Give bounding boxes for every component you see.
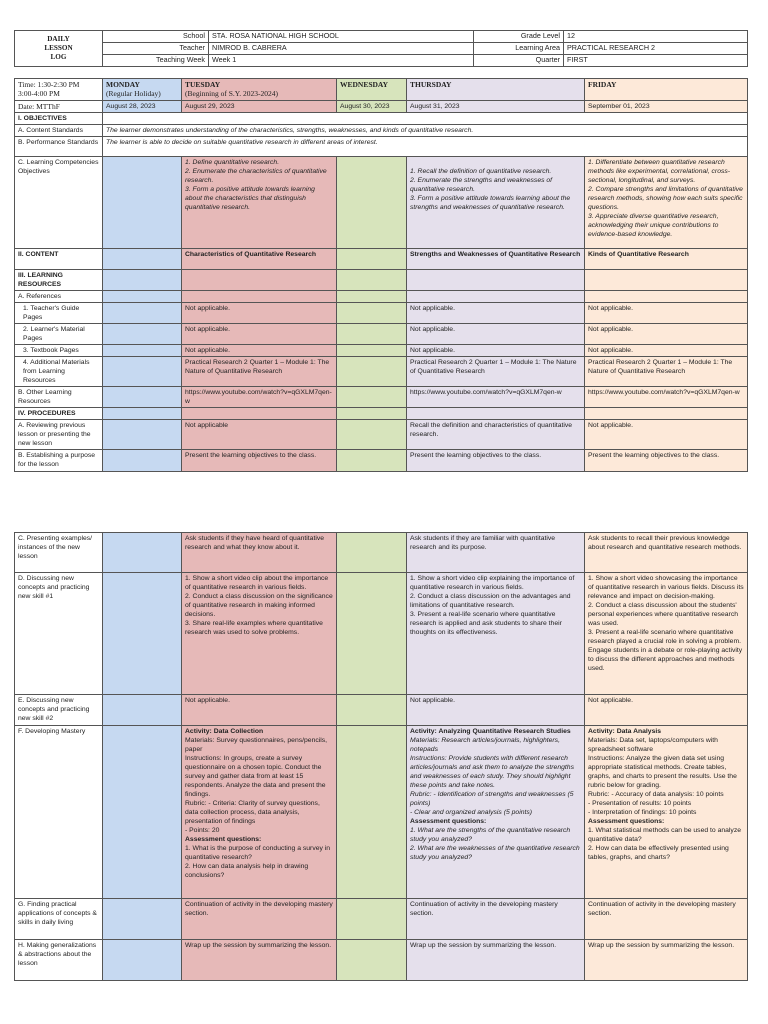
procedures-heading: IV. PROCEDURES [15, 408, 103, 420]
proc-a-thursday: Recall the definition and characteristics of quantitative research. [407, 420, 585, 450]
proc-e-tuesday: Not applicable. [182, 695, 337, 726]
competencies-thursday: 1. Recall the definition of quantitative research. 2. Enumerate the strengths and weaknesses of quantitative research. 3. Form a positive attitude towards learning about the strengths and weaknesses of quantitative research. [407, 157, 585, 249]
teacher-value: NIMROD B. CABRERA [209, 43, 474, 55]
references-label: A. References [15, 291, 103, 303]
proc-d-label: D. Discussing new concepts and practicing new skill #1 [15, 573, 103, 695]
tuesday-header: TUESDAY (Beginning of S.Y. 2023-2024) [182, 79, 337, 101]
add-tuesday: Practical Research 2 Quarter 1 – Module 1: The Nature of Quantitative Research [182, 357, 337, 387]
content-heading: II. CONTENT [15, 249, 103, 270]
proc-f-tuesday: Activity: Data Collection Materials: Survey questionnaires, pens/pencils, paper Instructions: In groups, create a survey questionnaire on a chosen topic. Conduct the survey and gather data from at least 15 respondents. Analyze the data and present the findings. Rubric: - Criteria: Clarity of survey questions, data collection process, data analysis, presentation of findings - Points: 20 Assessment questions: 1. What is the purpose of conducting a survey in quantitative research? 2. How can data analysis help in drawing conclusions? [182, 726, 337, 899]
week-label: Teaching Week [103, 55, 209, 67]
add-friday: Practical Research 2 Quarter 1 – Module 1: The Nature of Quantitative Research [585, 357, 748, 387]
proc-c-label: C. Presenting examples/ instances of the new lesson [15, 533, 103, 573]
tb-thursday: Not applicable. [407, 345, 585, 357]
performance-standards-text: The learner is able to decide on suitable quantitative research in different areas of interest. [103, 137, 748, 157]
date-label: Date: MTThF [15, 101, 103, 113]
proc-h-thursday: Wrap up the session by summarizing the lesson. [407, 940, 585, 981]
competencies-label: C. Learning Competencies Objectives [15, 157, 103, 249]
tg-tuesday: Not applicable. [182, 303, 337, 324]
thursday-date: August 31, 2023 [407, 101, 585, 113]
resources-heading: III. LEARNING RESOURCES [15, 270, 103, 291]
add-thursday: Practical Research 2 Quarter 1 – Module 1: The Nature of Quantitative Research [407, 357, 585, 387]
proc-d-thursday: 1. Show a short video clip explaining the importance of quantitative research in various fields. 2. Conduct a class discussion on the advantages and limitations of quantitative research. 3. Present a real-life scenario where quantitative research is applied and ask students to share their thoughts on its effectiveness. [407, 573, 585, 695]
monday-date: August 28, 2023 [103, 101, 182, 113]
proc-c-thursday: Ask students if they are familiar with quantitative research and its purpose. [407, 533, 585, 573]
link-thursday[interactable]: https://www.youtube.com/watch?v=qGXLM7qen-w [407, 387, 585, 408]
school-value: STA. ROSA NATIONAL HIGH SCHOOL [209, 31, 474, 43]
grade-value: 12 [564, 31, 748, 43]
wednesday-date: August 30, 2023 [337, 101, 407, 113]
proc-a-tuesday: Not applicable [182, 420, 337, 450]
proc-e-thursday: Not applicable. [407, 695, 585, 726]
grade-label: Grade Level [474, 31, 564, 43]
proc-c-friday: Ask students to recall their previous knowledge about research and quantitative research methods. [585, 533, 748, 573]
performance-standards-label: B. Performance Standards [15, 137, 103, 157]
area-label: Learning Area [474, 43, 564, 55]
lm-thursday: Not applicable. [407, 324, 585, 345]
wednesday-header: WEDNESDAY [337, 79, 407, 101]
content-friday: Kinds of Quantitative Research [585, 249, 748, 270]
link-friday[interactable]: https://www.youtube.com/watch?v=qGXLM7qen-w [585, 387, 748, 408]
content-tuesday: Characteristics of Quantitative Research [182, 249, 337, 270]
friday-header: FRIDAY [585, 79, 748, 101]
link-tuesday[interactable]: https://www.youtube.com/watch?v=qGXLM7qen-w [182, 387, 337, 408]
content-standards-text: The learner demonstrates understanding of the characteristics, strengths, weaknesses, and kinds of quantitative research. [103, 125, 748, 137]
proc-b-thursday: Present the learning objectives to the class. [407, 450, 585, 472]
proc-h-tuesday: Wrap up the session by summarizing the lesson. [182, 940, 337, 981]
lm-tuesday: Not applicable. [182, 324, 337, 345]
proc-g-thursday: Continuation of activity in the developing mastery section. [407, 899, 585, 940]
proc-g-friday: Continuation of activity in the developing mastery section. [585, 899, 748, 940]
textbook-label: 3. Textbook Pages [15, 345, 103, 357]
friday-date: September 01, 2023 [585, 101, 748, 113]
tuesday-date: August 29, 2023 [182, 101, 337, 113]
thursday-header: THURSDAY [407, 79, 585, 101]
proc-d-friday: 1. Show a short video showcasing the importance of quantitative research in various fields. Discuss its relevance and impact on decision-making. 2. Conduct a class discussion about the students' personal experiences where quantitative research was used. 3. Present a real-life scenario where quantitative research played a crucial role in solving a problem. Engage students in a debate or role-playing activity to discuss the different approaches and methods used. [585, 573, 748, 695]
proc-d-tuesday: 1. Show a short video clip about the importance of quantitative research in various fields. 2. Conduct a class discussion on the significance of quantitative research in making informed decisions. 3. Share real-life examples where quantitative research was used to solve problems. [182, 573, 337, 695]
lm-friday: Not applicable. [585, 324, 748, 345]
lesson-table-page2 [14, 532, 748, 981]
quarter-label: Quarter [474, 55, 564, 67]
proc-e-label: E. Discussing new concepts and practicing new skill #2 [15, 695, 103, 726]
teacher-label: Teacher [103, 43, 209, 55]
tb-friday: Not applicable. [585, 345, 748, 357]
content-thursday: Strengths and Weaknesses of Quantitative Research [407, 249, 585, 270]
proc-b-friday: Present the learning objectives to the class. [585, 450, 748, 472]
lesson-table-page1 [14, 78, 748, 472]
proc-c-tuesday: Ask students if they have heard of quantitative research and what they know about it. [182, 533, 337, 573]
learners-material-label: 2. Learner's Material Pages [15, 324, 103, 345]
proc-h-friday: Wrap up the session by summarizing the lesson. [585, 940, 748, 981]
proc-f-friday: Activity: Data Analysis Materials: Data set, laptops/computers with spreadsheet software Instructions: Analyze the given data set using appropriate statistical methods. Create tables, graphs, and charts to present the results. Use the rubric below for grading. Rubric: - Accuracy of data analysis: 10 points - Presentation of results: 10 points - Interpretation of findings: 10 points Assessment questions: 1. What statistical methods can be used to analyze quantitative data? 2. How can data be effectively presented using tables, graphs, and charts? [585, 726, 748, 899]
tb-tuesday: Not applicable. [182, 345, 337, 357]
proc-e-friday: Not applicable. [585, 695, 748, 726]
proc-b-label: B. Establishing a purpose for the lesson [15, 450, 103, 472]
header-table [14, 30, 748, 67]
content-standards-label: A. Content Standards [15, 125, 103, 137]
tg-thursday: Not applicable. [407, 303, 585, 324]
proc-a-label: A. Reviewing previous lesson or presenting the new lesson [15, 420, 103, 450]
week-value: Week 1 [209, 55, 474, 67]
competencies-friday: 1. Differentiate between quantitative research methods like experimental, correlational, cross-sectional, longitudinal, and surveys. 2. Compare strengths and limitations of quantitative research methods, showing how each suits specific questions. 3. Appreciate diverse quantitative research, acknowledging their unique contributions to evidence-based knowledge. [585, 157, 748, 249]
teachers-guide-label: 1. Teacher's Guide Pages [15, 303, 103, 324]
proc-g-label: G. Finding practical applications of concepts & skills in daily living [15, 899, 103, 940]
additional-materials-label: 4. Additional Materials from Learning Resources [15, 357, 103, 387]
proc-b-tuesday: Present the learning objectives to the class. [182, 450, 337, 472]
dll-title: DAILY LESSON LOG [15, 31, 103, 67]
school-label: School [103, 31, 209, 43]
objectives-heading: I. OBJECTIVES [15, 113, 103, 125]
tg-friday: Not applicable. [585, 303, 748, 324]
proc-f-label: F. Developing Mastery [15, 726, 103, 899]
area-value: PRACTICAL RESEARCH 2 [564, 43, 748, 55]
proc-a-friday: Not applicable. [585, 420, 748, 450]
competencies-tuesday: 1. Define quantitative research. 2. Enumerate the characteristics of quantitative research. 3. Form a positive attitude towards learning about the characteristics that distinguish quantitative research. [182, 157, 337, 249]
proc-g-tuesday: Continuation of activity in the developing mastery section. [182, 899, 337, 940]
proc-f-thursday: Activity: Analyzing Quantitative Research Studies Materials: Research articles/journals, highlighters, notepads Instructions: Provide students with different research articles/journals and ask them to analyze the strengths and weaknesses of each study. They should highlight these points and take notes. Rubric: - Identification of strengths and weaknesses (5 points) - Clear and organized analysis (5 points) Assessment questions: 1. What are the strengths of the quantitative research study you analyzed? 2. What are the weaknesses of the quantitative research study you analyzed? [407, 726, 585, 899]
proc-h-label: H. Making generalizations & abstractions about the lesson [15, 940, 103, 981]
other-resources-label: B. Other Learning Resources [15, 387, 103, 408]
quarter-value: FIRST [564, 55, 748, 67]
time-cell: Time: 1:30-2:30 PM 3:00-4:00 PM [15, 79, 103, 101]
monday-header: MONDAY (Regular Holiday) [103, 79, 182, 101]
